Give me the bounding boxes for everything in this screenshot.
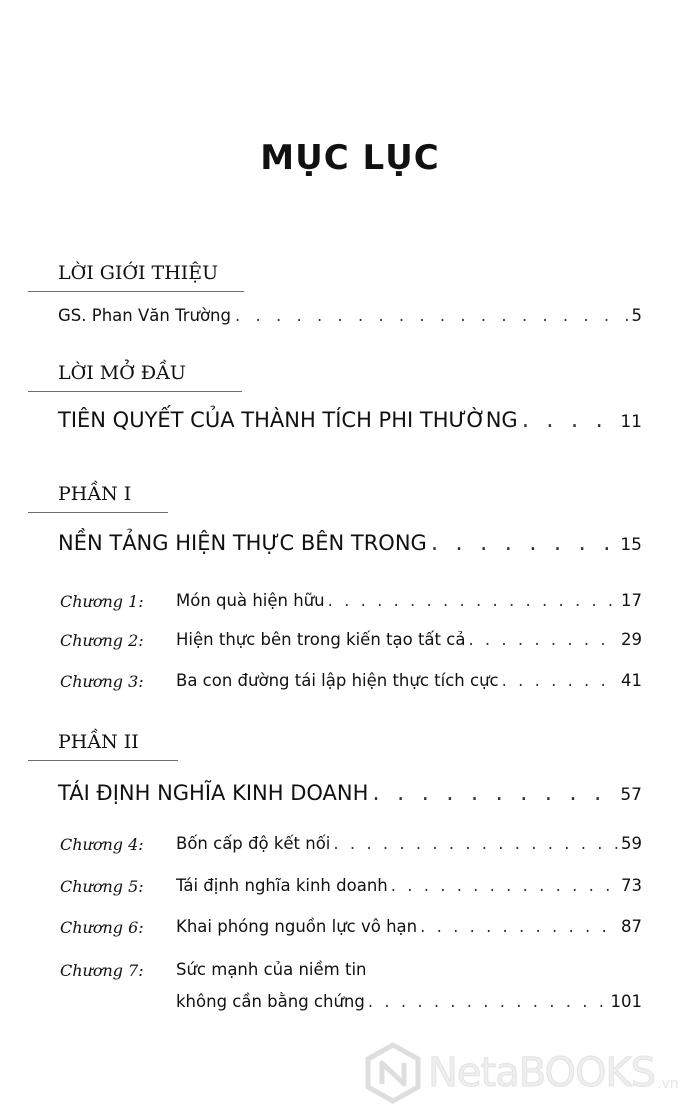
toc-entry-chapter-7[interactable] — [176, 992, 642, 1011]
entry-text: Khai phóng nguồn lực vô hạn — [176, 917, 418, 936]
toc-entry-intro[interactable] — [58, 306, 642, 325]
dot-leader — [431, 530, 617, 556]
entry-text: TIÊN QUYẾT CỦA THÀNH TÍCH PHI THƯỜNG — [58, 408, 518, 432]
page-number: 101 — [610, 992, 642, 1011]
toc-entry-chapter-1[interactable] — [176, 591, 642, 610]
toc-entry-chapter-5[interactable] — [176, 876, 642, 895]
chapter-label-1: Chương 1: — [60, 592, 144, 611]
toc-entry-part1-heading[interactable] — [58, 530, 642, 556]
chapter-label-5: Chương 5: — [60, 877, 144, 896]
dot-leader — [502, 671, 618, 690]
toc-entry-chapter-6[interactable] — [176, 917, 642, 936]
entry-text: Hiện thực bên trong kiến tạo tất cả — [176, 630, 466, 649]
entry-text: Ba con đường tái lập hiện thực tích cực — [176, 671, 499, 690]
entry-text: NỀN TẢNG HIỆN THỰC BÊN TRONG — [58, 531, 427, 555]
page-number: 59 — [621, 834, 642, 853]
toc-entry-chapter-4[interactable] — [176, 834, 642, 853]
section-label-preface: LỜI MỞ ĐẦU — [58, 362, 186, 384]
dot-leader — [522, 407, 617, 433]
chapter-label-4: Chương 4: — [60, 835, 144, 854]
toc-entry-chapter-2[interactable] — [176, 630, 642, 649]
toc-entry-part2-heading[interactable] — [58, 780, 642, 806]
watermark — [362, 1038, 692, 1108]
dot-leader — [468, 630, 618, 649]
chapter-label-3: Chương 3: — [60, 672, 144, 691]
page-title: MỤC LỤC — [260, 138, 440, 178]
section-label-part2: PHẦN II — [58, 731, 139, 753]
entry-text: Tái định nghĩa kinh doanh — [176, 876, 388, 895]
dot-leader — [333, 834, 618, 853]
section-rule-part2 — [28, 760, 178, 761]
section-rule-intro — [28, 291, 244, 292]
toc-entry-preface[interactable] — [58, 407, 642, 433]
section-rule-part1 — [28, 512, 168, 513]
neta-logo-icon — [362, 1042, 424, 1104]
page-number: 15 — [620, 535, 642, 555]
page-number: 29 — [621, 630, 642, 649]
dot-leader — [391, 876, 618, 895]
dot-leader — [368, 992, 608, 1011]
watermark-suffix: .vn — [657, 1076, 679, 1092]
dot-leader — [372, 780, 616, 806]
watermark-brand: NetaBOOKS — [428, 1050, 656, 1096]
entry-text: không cần bằng chứng — [176, 992, 365, 1011]
section-label-intro: LỜI GIỚI THIỆU — [58, 262, 219, 284]
chapter-label-7: Chương 7: — [60, 961, 144, 980]
toc-entry-chapter-3[interactable] — [176, 671, 642, 690]
page-number: 41 — [621, 671, 642, 690]
page-number: 87 — [621, 917, 642, 936]
page-number: 57 — [620, 785, 642, 805]
section-label-part1: PHẦN I — [58, 483, 132, 505]
chapter-7-title-line1[interactable]: Sức mạnh của niềm tin — [176, 960, 367, 979]
entry-text: Bốn cấp độ kết nối — [176, 834, 331, 853]
entry-text: TÁI ĐỊNH NGHĨA KINH DOANH — [58, 781, 369, 805]
section-rule-preface — [28, 391, 242, 392]
dot-leader — [420, 917, 618, 936]
dot-leader — [235, 306, 628, 325]
page-number: 17 — [621, 591, 642, 610]
entry-text: GS. Phan Văn Trường — [58, 306, 231, 325]
page-number: 73 — [621, 876, 642, 895]
chapter-label-6: Chương 6: — [60, 918, 144, 937]
entry-text: Món quà hiện hữu — [176, 591, 325, 610]
page-number: 11 — [620, 412, 642, 432]
chapter-label-2: Chương 2: — [60, 631, 144, 650]
dot-leader — [328, 591, 618, 610]
page-number: 5 — [631, 306, 642, 325]
